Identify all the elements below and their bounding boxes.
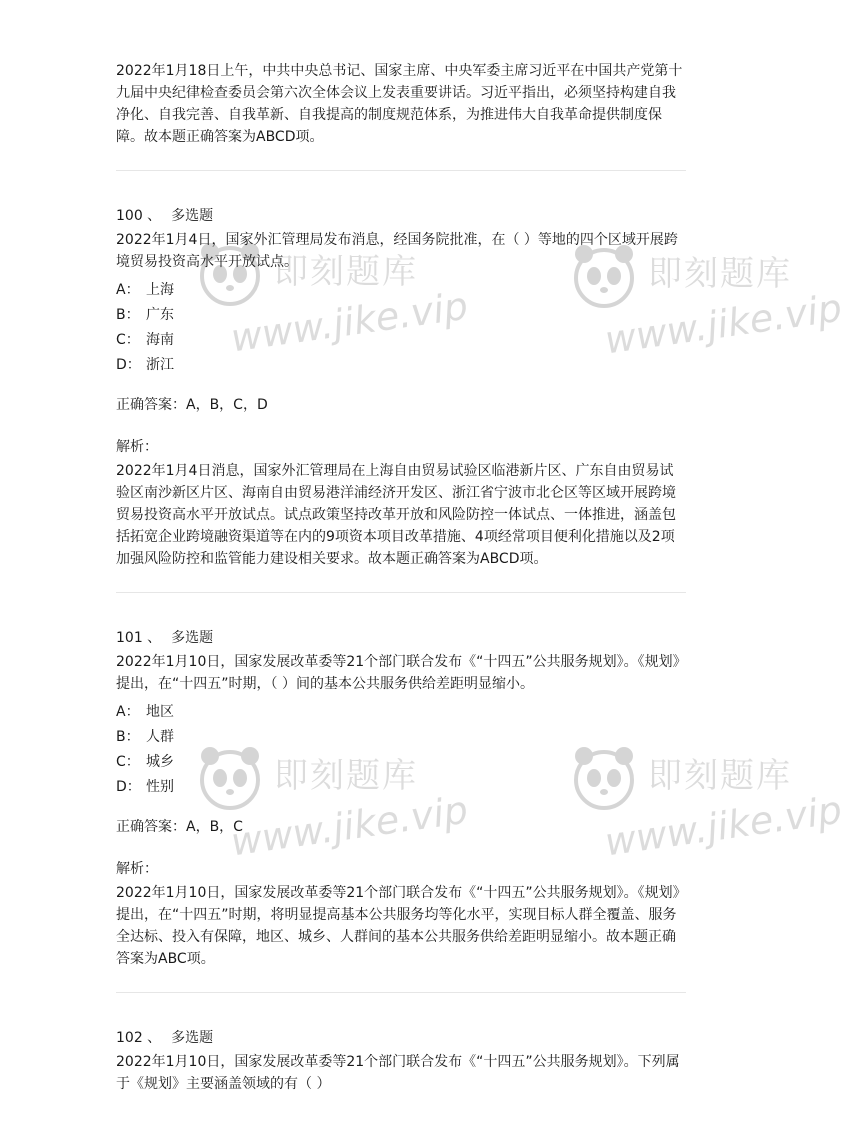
option-text: 海南 [146,332,174,348]
question-header [116,627,686,649]
divider [116,170,686,171]
option-key: C： [116,332,140,348]
option-text: 人群 [146,729,174,745]
watermark-cn: 即刻题库 [274,252,418,292]
divider [116,992,686,993]
option-key: A： [116,282,140,298]
explanation-label: 解析： [116,439,158,455]
option-a[interactable] [116,701,686,723]
question-type: 多选题 [171,1030,214,1046]
option-text: 广东 [146,307,174,323]
answer-value: A，B，C [186,819,243,835]
option-text: 地区 [146,704,174,720]
explanation-text: 2022年1月4日消息，国家外汇管理局在上海自由贸易试验区临港新片区、广东自由贸易试验区南沙新区片区、海南自由贸易港洋浦经济开发区、浙江省宁波市北仑区等区域开展跨境贸易投资高水平开放试点。试点政策坚持改革开放和风险防控一体试点、一体推进，涵盖包括拓宽企业跨境融资渠道等在内的9项资本项目改革措施、4项经常项目便利化措施以及2项加强风险防控和监管能力建设相关要求。故本题正确答案为ABCD项。 [116,463,676,567]
option-key: D： [116,779,141,795]
watermark-url: www.jike.vip [228,787,471,865]
option-c[interactable] [116,329,686,351]
question-number: 101 、 [116,630,162,646]
option-d[interactable] [116,776,686,798]
question-stem: 2022年1月4日，国家外汇管理局发布消息，经国务院批准，在（ ）等地的四个区域开展跨境贸易投资高水平开放试点。 [116,232,678,270]
watermark-cn: 即刻题库 [274,756,418,796]
option-c[interactable] [116,751,686,773]
explanation-text: 2022年1月10日，国家发展改革委等21个部门联合发布《“十四五”公共服务规划》。《规划》提出，在“十四五”时期，将明显提高基本公共服务均等化水平，实现目标人群全覆盖、服务全达标、投入有保障，地区、城乡、人群间的基本公共服务供给差距明显缩小。故本题正确答案为ABC项。 [116,885,680,967]
question-header [116,1027,686,1049]
option-text: 上海 [146,282,174,298]
answer-label: 正确答案： [116,819,186,835]
divider [116,592,686,593]
watermark-url: www.jike.vip [228,283,471,361]
question-number: 100 、 [116,208,162,224]
question-type: 多选题 [171,208,214,224]
watermark-cn: 即刻题库 [648,756,792,796]
question-stem: 2022年1月10日，国家发展改革委等21个部门联合发布《“十四五”公共服务规划》。《规划》提出，在“十四五”时期，（ ）间的基本公共服务供给差距明显缩小。 [116,654,680,692]
correct-answer [116,394,686,416]
option-b[interactable] [116,304,686,326]
question-type: 多选题 [171,630,214,646]
option-b[interactable] [116,726,686,748]
option-key: C： [116,754,140,770]
option-text: 浙江 [146,357,174,373]
question-number: 102 、 [116,1030,162,1046]
watermark-cn: 即刻题库 [648,254,792,294]
watermark-url: www.jike.vip [602,285,845,363]
question-102 [116,1027,686,1095]
question-stem: 2022年1月10日，国家发展改革委等21个部门联合发布《“十四五”公共服务规划》。下列属于《规划》主要涵盖领域的有（ ） [116,1054,680,1092]
intro-explanation: 2022年1月18日上午，中共中央总书记、国家主席、中央军委主席习近平在中国共产党第十九届中央纪律检查委员会第六次全体会议上发表重要讲话。习近平指出，必须坚持构建自我净化、自我完善、自我革新、自我提高的制度规范体系，为推进伟大自我革命提供制度保障。故本题正确答案为ABCD项。 [116,63,683,145]
question-101 [116,627,686,970]
option-key: D： [116,357,141,373]
question-list [116,60,686,1101]
answer-value: A，B，C，D [186,397,268,413]
watermark-url: www.jike.vip [602,787,845,865]
explanation-label: 解析： [116,861,158,877]
correct-answer [116,816,686,838]
option-key: B： [116,729,140,745]
option-key: B： [116,307,140,323]
option-text: 城乡 [146,754,174,770]
option-key: A： [116,704,140,720]
option-text: 性别 [146,779,174,795]
question-100 [116,205,686,570]
option-a[interactable] [116,279,686,301]
question-header [116,205,686,227]
answer-label: 正确答案： [116,397,186,413]
option-d[interactable] [116,354,686,376]
